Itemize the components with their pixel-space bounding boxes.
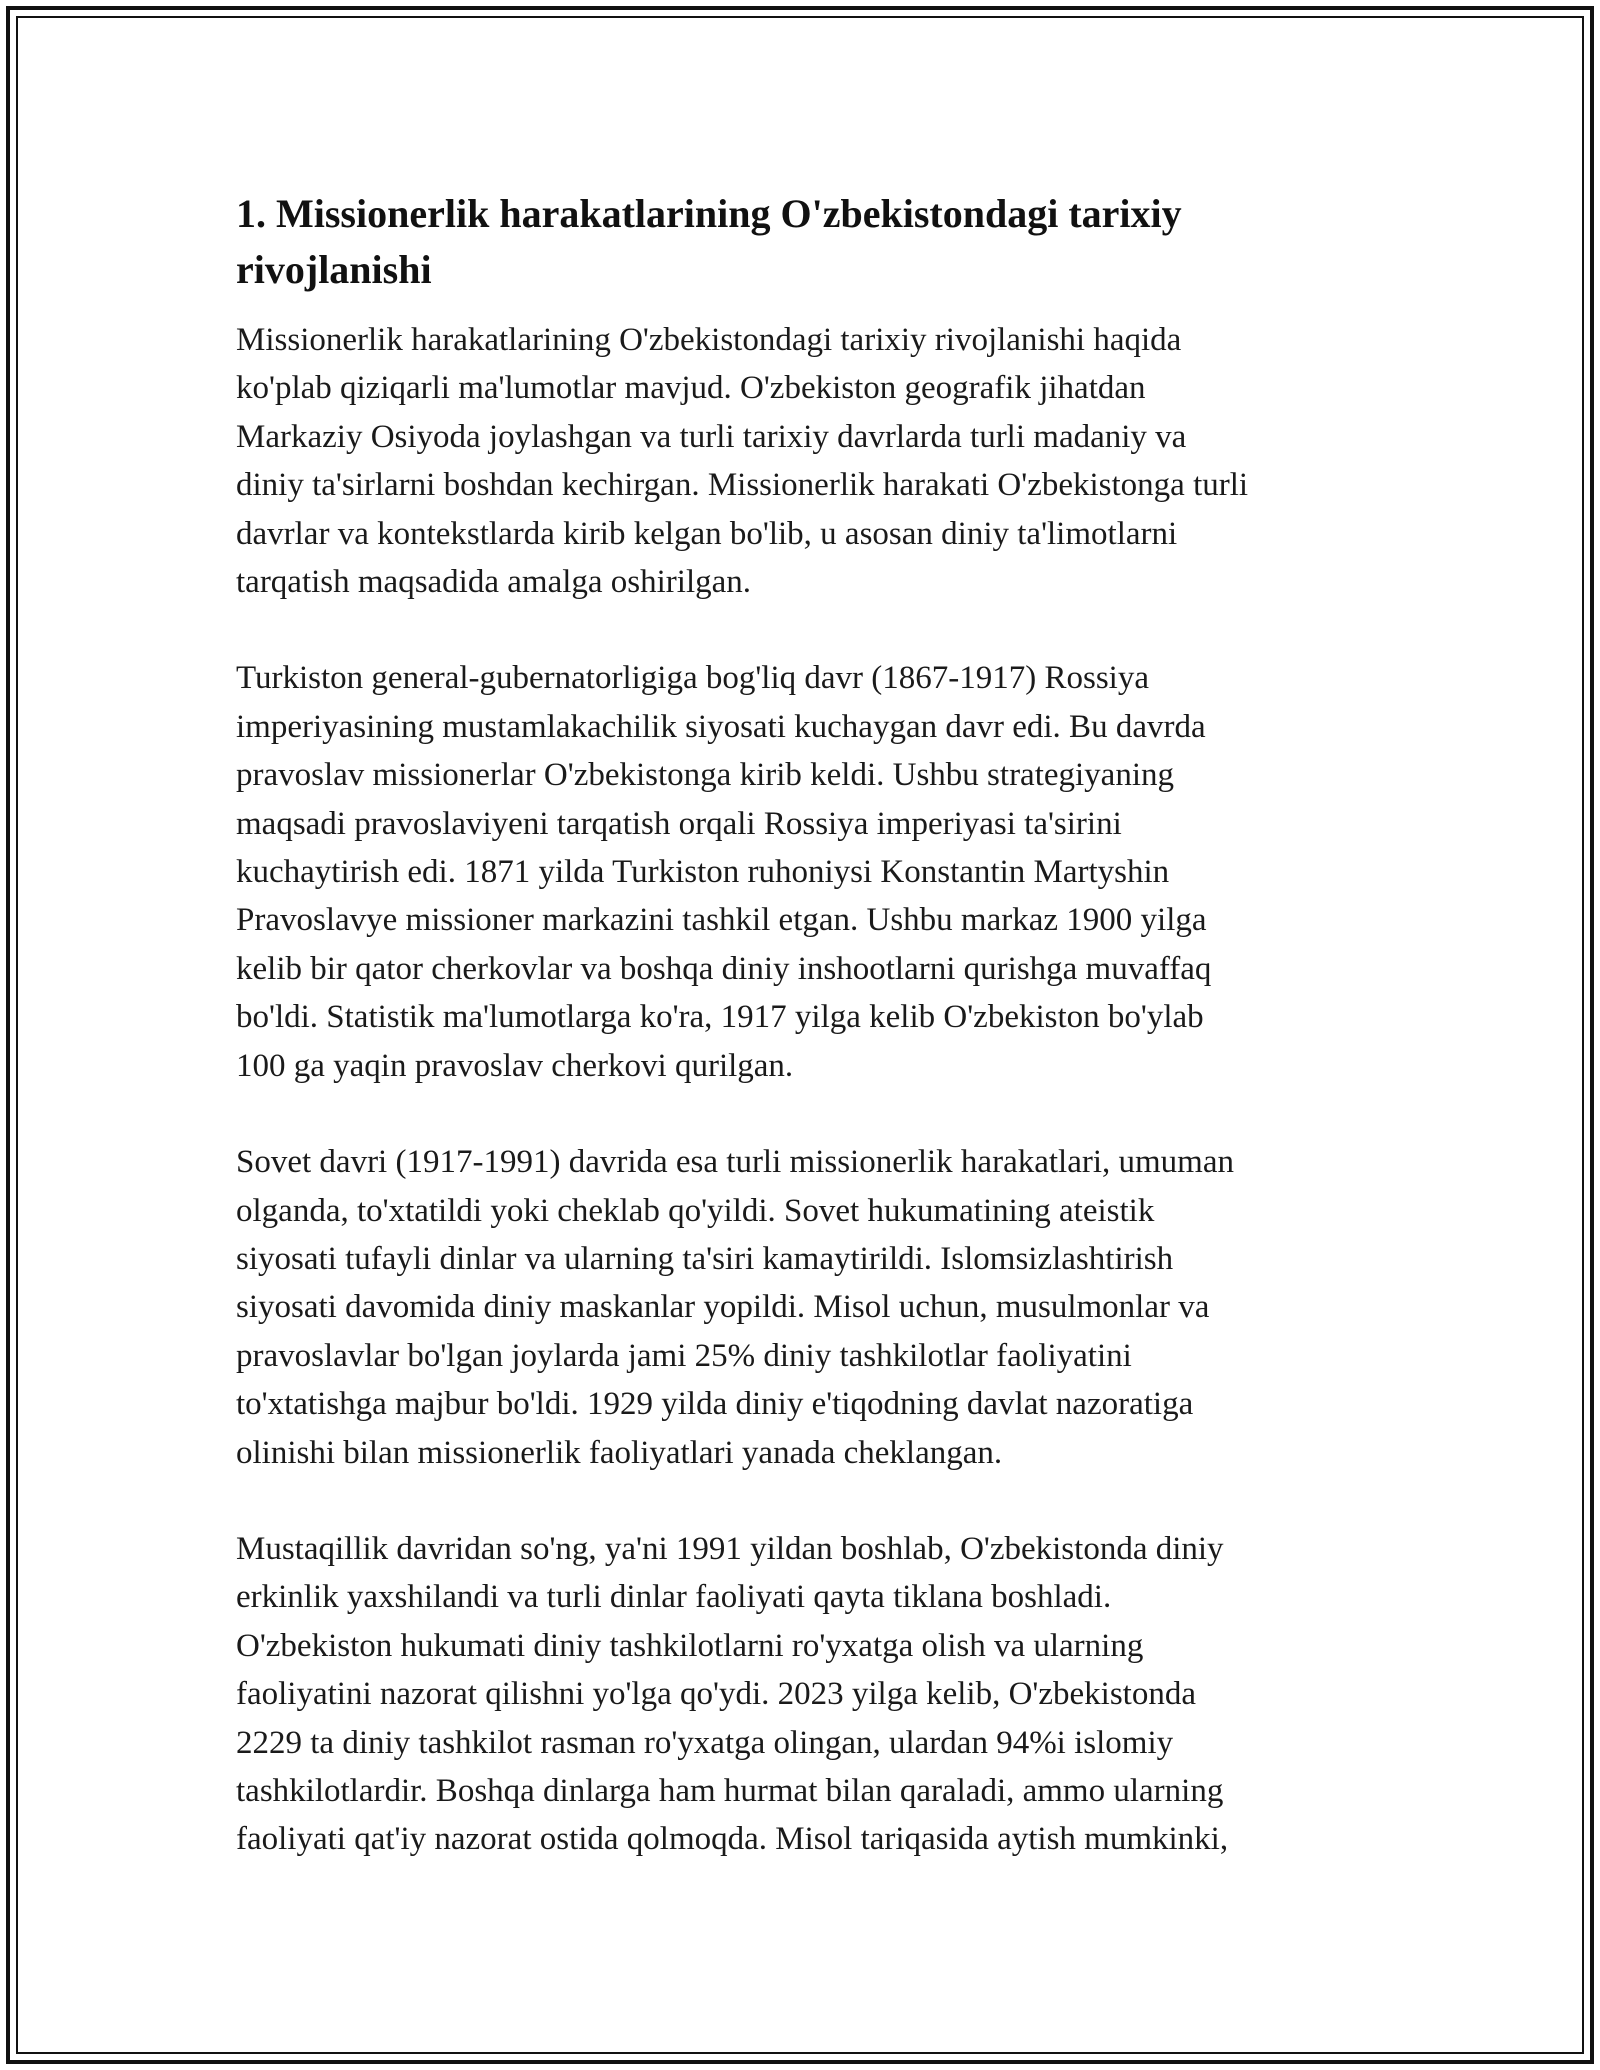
section-title — [236, 186, 1376, 298]
document-body — [236, 186, 1376, 1864]
text-line: Pravoslavye missioner markazini tashkil etgan. Ushbu markaz 1900 yilga — [236, 902, 1207, 939]
text-line: Markaziy Osiyoda joylashgan va turli tarixiy davrlarda turli madaniy va — [236, 418, 1187, 455]
paragraph-turkestan-period — [236, 654, 1376, 1090]
text-line: pravoslavlar bo'lgan joylarda jami 25% diniy tashkilotlar faoliyatini — [236, 1337, 1132, 1374]
text-line: kuchaytirish edi. 1871 yilda Turkiston ruhoniysi Konstantin Martyshin — [236, 854, 1170, 891]
text-line: olganda, to'xtatildi yoki cheklab qo'yildi. Sovet hukumatining ateistik — [236, 1192, 1155, 1229]
paragraph-soviet-period — [236, 1138, 1376, 1477]
text-line: kelib bir qator cherkovlar va boshqa diniy inshootlarni qurishga muvaffaq — [236, 950, 1212, 987]
text-line: bo'ldi. Statistik ma'lumotlarga ko'ra, 1917 yilga kelib O'zbekiston bo'ylab — [236, 999, 1204, 1036]
paragraph-independence-period — [236, 1525, 1376, 1864]
text-line: 100 ga yaqin pravoslav cherkovi qurilgan. — [236, 1047, 794, 1084]
paragraph-intro — [236, 316, 1376, 606]
section-title-line: 1. Missionerlik harakatlarining O'zbekistondagi tarixiy — [236, 191, 1182, 236]
text-line: diniy ta'sirlarni boshdan kechirgan. Missionerlik harakati O'zbekistonga turli — [236, 467, 1249, 504]
text-line: siyosati davomida diniy maskanlar yopildi. Misol uchun, musulmonlar va — [236, 1289, 1210, 1326]
text-line: to'xtatishga majbur bo'ldi. 1929 yilda diniy e'tiqodning davlat nazoratiga — [236, 1386, 1194, 1423]
text-line: imperiyasining mustamlakachilik siyosati kuchaygan davr edi. Bu davrda — [236, 708, 1206, 745]
text-line: faoliyati qat'iy nazorat ostida qolmoqda. Misol tariqasida aytish mumkinki, — [236, 1821, 1229, 1858]
text-line: ko'plab qiziqarli ma'lumotlar mavjud. O'zbekiston geografik jihatdan — [236, 370, 1146, 407]
text-line: Sovet davri (1917-1991) davrida esa turli missionerlik harakatlari, umuman — [236, 1144, 1234, 1181]
text-line: Mustaqillik davridan so'ng, ya'ni 1991 yildan boshlab, O'zbekistonda diniy — [236, 1530, 1224, 1567]
text-line: Turkiston general-gubernatorligiga bog'liq davr (1867-1917) Rossiya — [236, 660, 1149, 697]
text-line: olinishi bilan missionerlik faoliyatlari yanada cheklangan. — [236, 1434, 1003, 1471]
text-line: maqsadi pravoslaviyeni tarqatish orqali Rossiya imperiyasi ta'sirini — [236, 805, 1122, 842]
text-line: siyosati tufayli dinlar va ularning ta'siri kamaytirildi. Islomsizlashtirish — [236, 1240, 1174, 1277]
section-title-line: rivojlanishi — [236, 247, 432, 292]
text-line: faoliyatini nazorat qilishni yo'lga qo'ydi. 2023 yilga kelib, O'zbekistonda — [236, 1676, 1196, 1713]
text-line: 2229 ta diniy tashkilot rasman ro'yxatga olingan, ulardan 94%i islomiy — [236, 1724, 1174, 1761]
text-line: Missionerlik harakatlarining O'zbekistondagi tarixiy rivojlanishi haqida — [236, 322, 1182, 358]
text-line: davrlar va kontekstlarda kirib kelgan bo'lib, u asosan diniy ta'limotlarni — [236, 515, 1178, 552]
text-line: tashkilotlardir. Boshqa dinlarga ham hurmat bilan qaraladi, ammo ularning — [236, 1772, 1224, 1809]
text-line: O'zbekiston hukumati diniy tashkilotlarni ro'yxatga olish va ularning — [236, 1627, 1144, 1664]
text-line: erkinlik yaxshilandi va turli dinlar faoliyati qayta tiklana boshladi. — [236, 1579, 1112, 1616]
text-line: pravoslav missionerlar O'zbekistonga kirib keldi. Ushbu strategiyaning — [236, 757, 1175, 794]
text-line: tarqatish maqsadida amalga oshirilgan. — [236, 564, 752, 601]
